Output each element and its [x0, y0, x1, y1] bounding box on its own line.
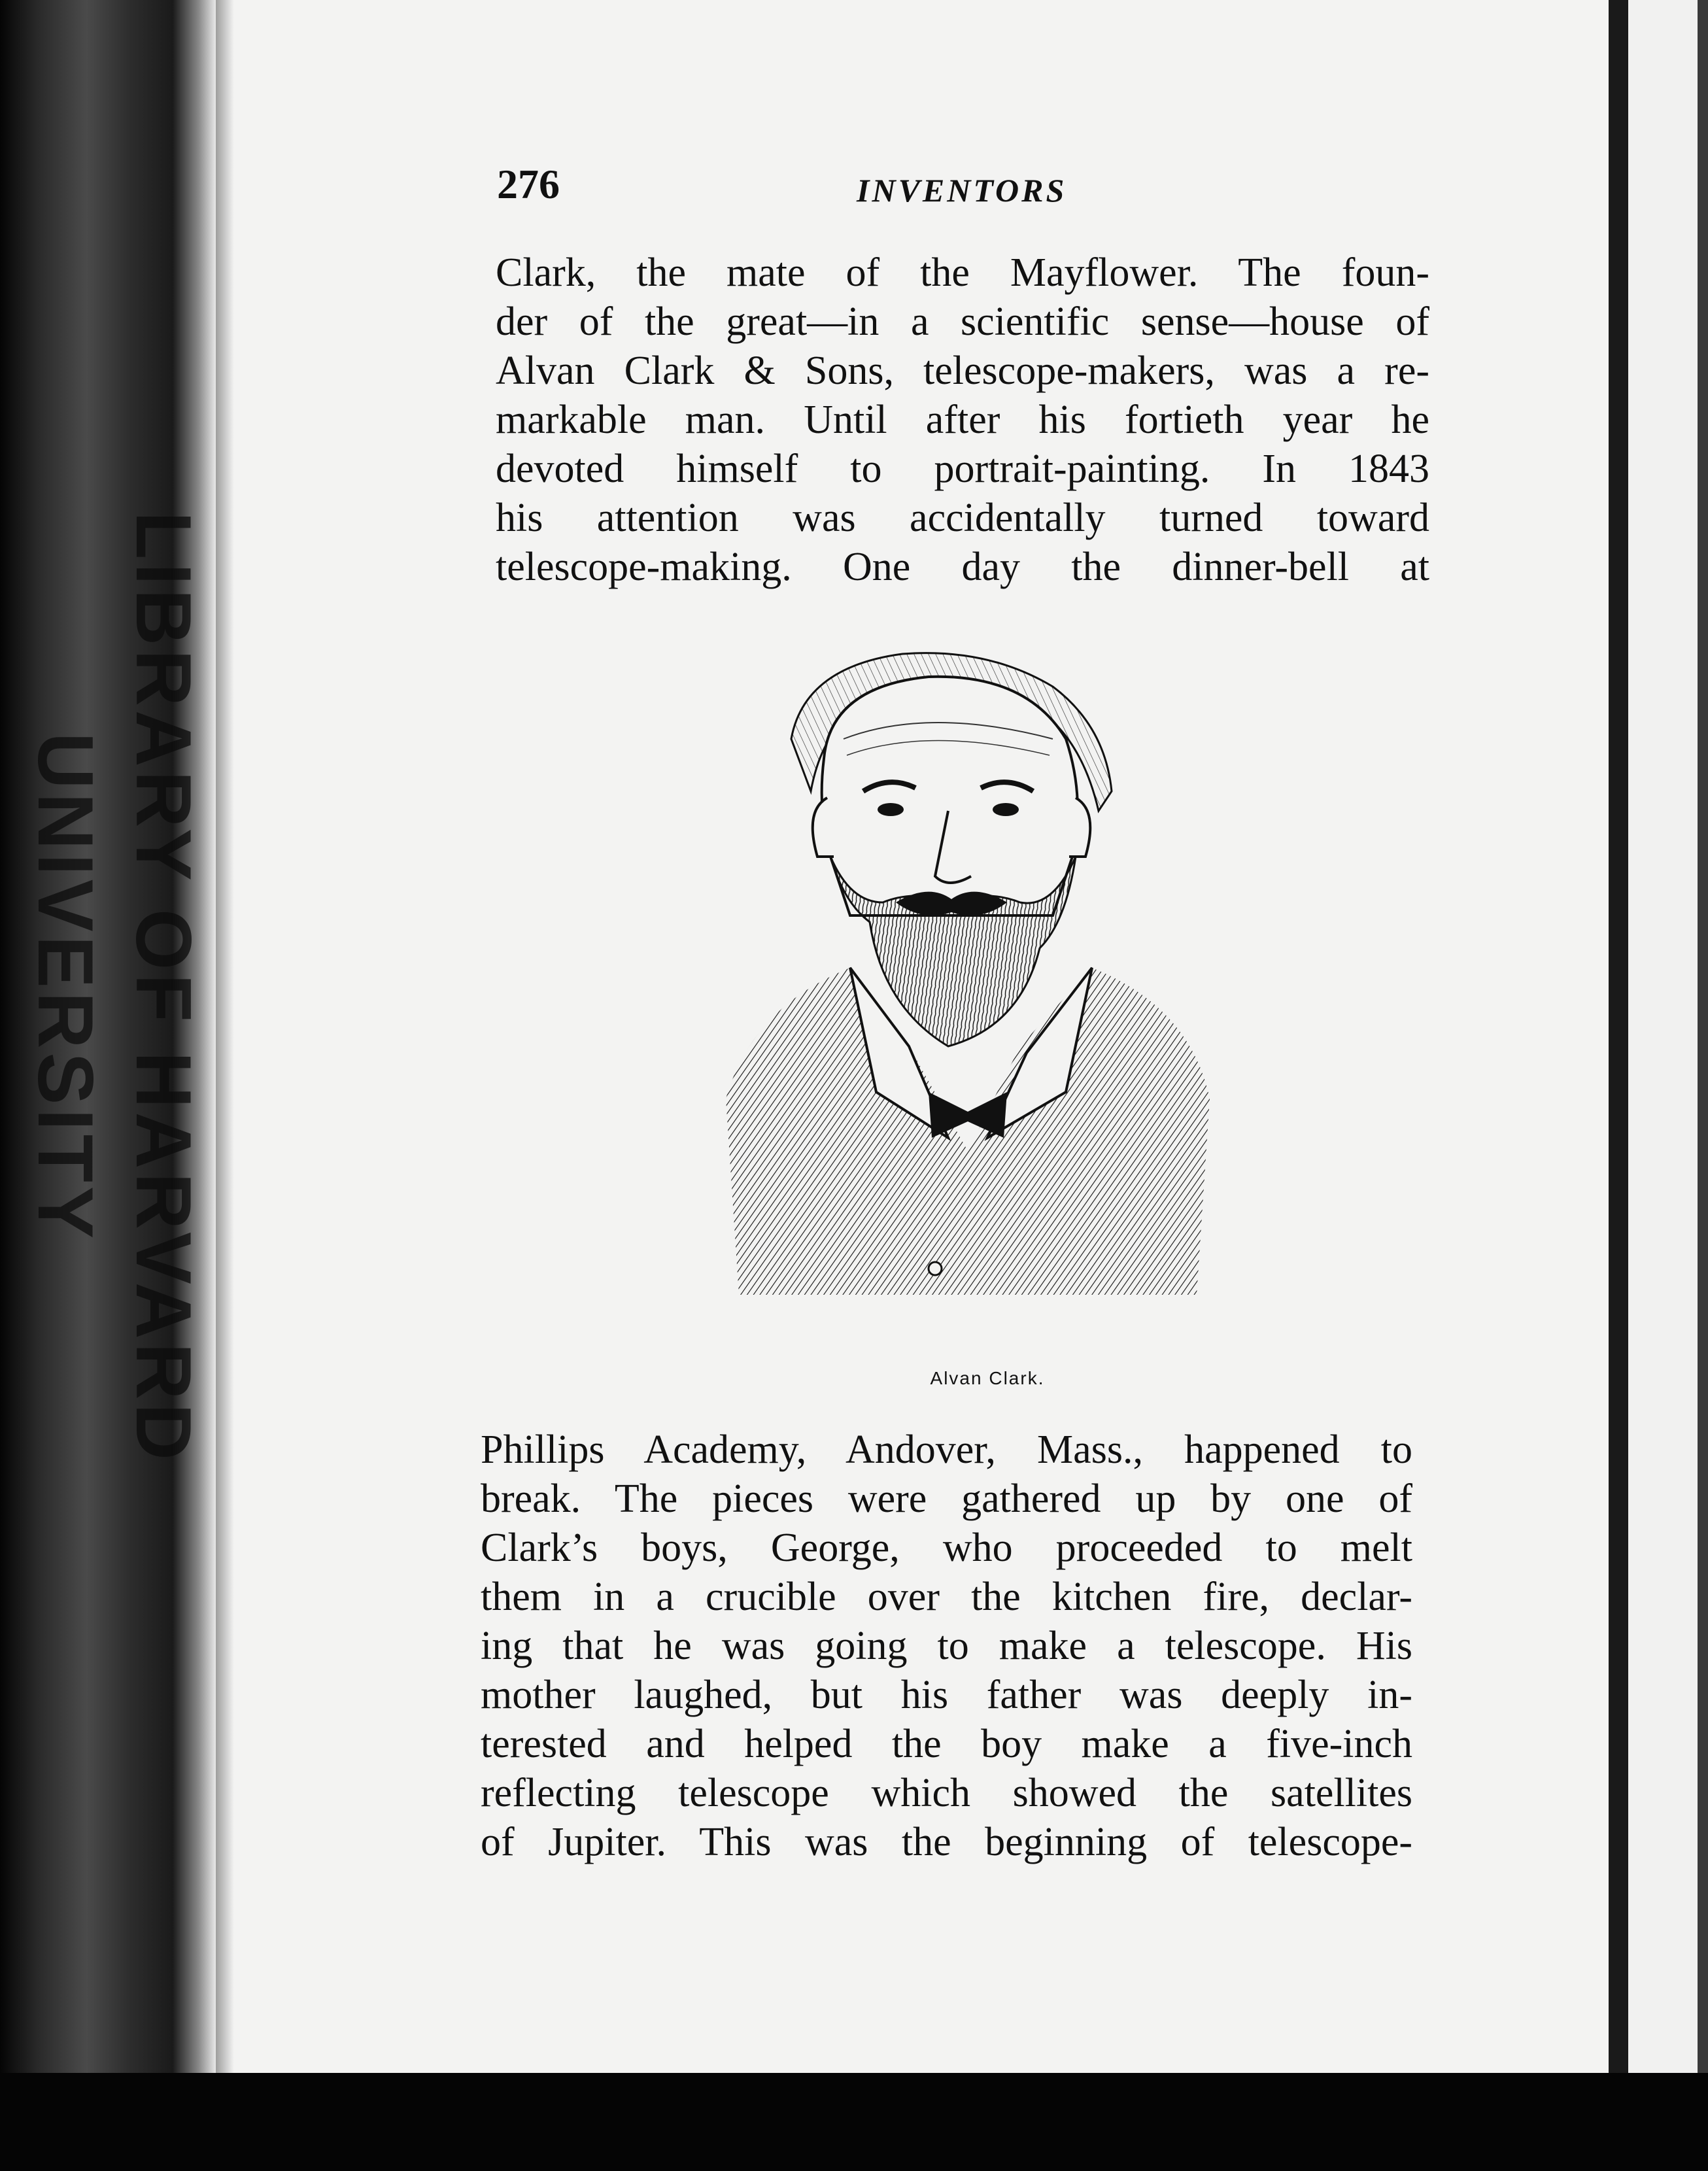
- eye-right: [993, 803, 1019, 816]
- page-number: 276: [497, 161, 560, 207]
- text-line: Clark, the mate of the Mayflower. The foun-: [496, 250, 1429, 295]
- book-spine: [0, 0, 216, 2171]
- text-line: telescope-making. One day the dinner-bell at: [496, 545, 1429, 589]
- page-gutter-shadow: [216, 0, 234, 2073]
- bow-tie: [929, 1092, 1007, 1138]
- text-line: ing that he was going to make a telescope. His: [481, 1624, 1412, 1668]
- paragraph-bottom: [481, 1426, 1412, 1867]
- text-line: terested and helped the boy make a five-inch: [481, 1722, 1412, 1766]
- portrait-engraving: [713, 641, 1223, 1347]
- text-line: Alvan Clark & Sons, telescope-makers, was a re-: [496, 349, 1429, 393]
- page-divider: [1609, 0, 1628, 2073]
- figure-caption: Alvan Clark.: [930, 1368, 1045, 1388]
- text-line: mother laughed, but his father was deeply in-: [481, 1673, 1412, 1717]
- book-edge: [1698, 0, 1708, 2073]
- face-shape: [822, 677, 1078, 915]
- text-line: devoted himself to portrait-painting. In 1843: [496, 447, 1429, 491]
- text-line: of Jupiter. This was the beginning of telescope-: [481, 1820, 1412, 1864]
- text-line: reflecting telescope which showed the satellites: [481, 1771, 1412, 1815]
- text-line: markable man. Until after his fortieth year he: [496, 398, 1429, 442]
- text-line: break. The pieces were gathered up by one of: [481, 1477, 1412, 1521]
- text-line: his attention was accidentally turned toward: [496, 496, 1429, 540]
- text-line: Clark’s boys, George, who proceeded to melt: [481, 1526, 1412, 1570]
- eye-left: [878, 803, 904, 816]
- scan-background: [0, 2073, 1708, 2171]
- text-line: them in a crucible over the kitchen fire, declar-: [481, 1575, 1412, 1619]
- text-line: der of the great—in a scientific sense—house of: [496, 299, 1429, 344]
- spine-stamp-text: LIBRARY OF HARVARD UNIVERSITY: [22, 511, 207, 1464]
- text-line: Phillips Academy, Andover, Mass., happened to: [481, 1427, 1412, 1472]
- coat-button: [929, 1262, 942, 1275]
- paragraph-top: [496, 248, 1429, 592]
- next-page-edge: [1628, 0, 1708, 2073]
- running-head: INVENTORS: [857, 172, 1067, 209]
